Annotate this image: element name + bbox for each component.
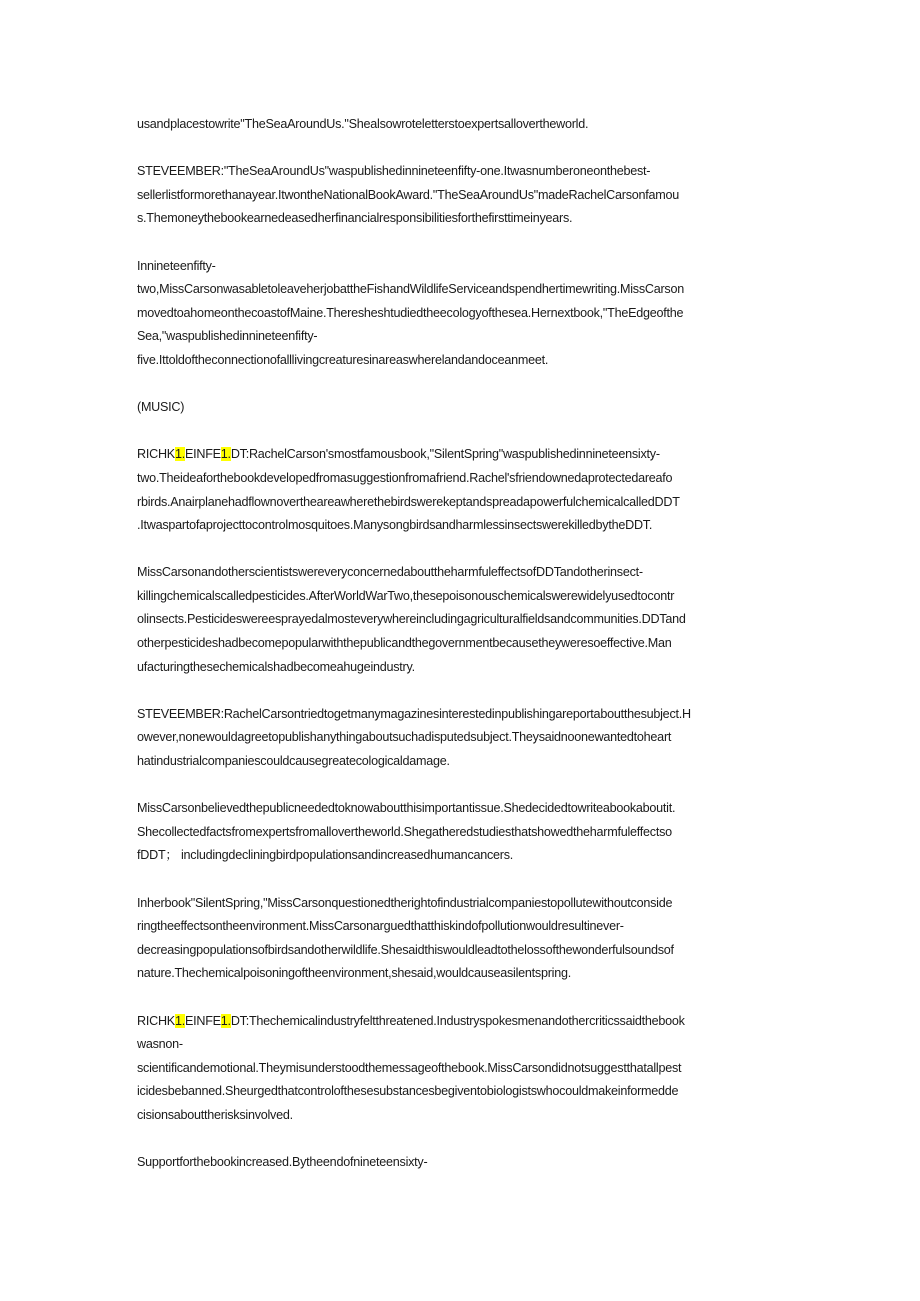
- text-line: sellerlistformorethanayear.ItwontheNationalBookAward."TheSeaAroundUs"madeRachelCarsonfamou: [137, 187, 680, 202]
- text-line: usandplacestowrite"TheSeaAroundUs."Shealsowroteletterstoexpertsallovertheworld.: [137, 117, 589, 131]
- speaker-line: [137, 443, 785, 467]
- text-line: fDDT； includingdecliningbirdpopulationsandincreasedhumancancers.: [137, 848, 514, 863]
- text-line: two,MissCarsonwasabletoleaveherjobattheFishandWildlifeServiceandspendhertimewriting.MissCarson: [137, 282, 684, 297]
- text-line: rbirds.AnairplanehadflownovertheareawherethebirdswerekeptandspreadapowerfulchemicalcalledDDT: [137, 494, 680, 509]
- text-line: owever,nonewouldagreetopublishanythingaboutsuchadisputedsubject.Theysaidnoonewantedtoheart: [137, 730, 672, 745]
- speaker-name-part: EINFE: [184, 1013, 221, 1028]
- text-line: five.Ittoldoftheconnectionofalllivingcreaturesinareaswherelandandoceanmeet.: [137, 352, 549, 367]
- highlighted-text: 1.: [220, 447, 231, 462]
- paragraph: [137, 443, 785, 537]
- text-line: decreasingpopulationsofbirdsandotherwildlife.Shesaidthiswouldleadtothelossofthewonderfulsoundsof: [137, 942, 674, 957]
- paragraph: [137, 255, 785, 373]
- speaker-name-part: RICHK: [137, 1013, 175, 1028]
- text-line: Innineteenfifty-: [137, 258, 216, 273]
- text-line: ringtheeffectsontheenvironment.MissCarsonarguedthatthiskindofpollutionwouldresultinever-: [137, 919, 624, 934]
- text-line: STEVEEMBER:"TheSeaAroundUs"waspublishedinnineteenfifty-one.Itwasnumberoneonthebest-: [137, 164, 651, 179]
- text-line: (MUSIC): [137, 400, 185, 415]
- text-line: two.Theideaforthebookdevelopedfromasuggestionfromafriend.Rachel'sfriendownedaprotectedareafo: [137, 470, 673, 485]
- speaker-name-part: EINFE: [184, 447, 221, 462]
- text-line: Supportforthebookincreased.Bytheendofnineteensixty-: [137, 1155, 428, 1170]
- text-line: icidesbebanned.Sheurgedthatcontrolofthesesubstancesbegiventobiologistswhocouldmakeinformedde: [137, 1084, 679, 1099]
- speaker-line-rest: RachelCarson'smostfamousbook,"SilentSpring"waspublishedinnineteensixty-: [248, 447, 660, 462]
- paragraph: [137, 561, 785, 679]
- text-line: ufacturingthesechemicalshadbecomeahugeindustry.: [137, 659, 415, 674]
- speaker-line: [137, 1010, 785, 1034]
- speaker-name-part: DT:: [230, 1013, 249, 1028]
- document-body: [137, 113, 785, 1198]
- text-line: olinsects.Pesticideswereesprayedalmosteverywhereincludingagriculturalfieldsandcommunities.DDTand: [137, 612, 686, 627]
- paragraph: [137, 1010, 785, 1128]
- speaker-name-part: DT:: [230, 447, 249, 462]
- text-line: wasnon-: [137, 1037, 183, 1052]
- paragraph: [137, 797, 785, 868]
- text-line: movedtoahomeonthecoastofMaine.Theresheshtudiedtheecologyofthesea.Hernextbook,"TheEdgeofthe: [137, 305, 684, 320]
- paragraph: [137, 1151, 785, 1175]
- text-line: nature.Thechemicalpoisoningoftheenvironment,shesaid,wouldcauseasilentspring.: [137, 966, 571, 981]
- speaker-name-part: RICHK: [137, 447, 175, 462]
- paragraph: [137, 160, 785, 231]
- text-line: s.Themoneythebookearnedeasedherfinancialresponsibilitiesforthefirsttimeinyears.: [137, 211, 573, 226]
- text-line: killingchemicalscalledpesticides.AfterWorldWarTwo,thesepoisonouschemicalswerewidelyusedtocontr: [137, 588, 675, 603]
- text-line: Sea,"waspublishedinnineteenfifty-: [137, 329, 318, 344]
- text-line: cisionsabouttherisksinvolved.: [137, 1107, 293, 1122]
- paragraph: [137, 703, 785, 774]
- paragraph: [137, 892, 785, 986]
- text-line: .Itwaspartofaprojecttocontrolmosquitoes.ManysongbirdsandharmlessinsectswerekilledbytheDDT.: [137, 518, 653, 533]
- highlighted-text: 1.: [174, 447, 185, 462]
- text-line: hatindustrialcompaniescouldcausegreatecologicaldamage.: [137, 754, 450, 769]
- paragraph: [137, 113, 785, 137]
- text-line: Inherbook"SilentSpring,"MissCarsonquestionedtherightofindustrialcompaniestopollutewithoutconside: [137, 895, 673, 910]
- text-line: STEVEEMBER:RachelCarsontriedtogetmanymagazinesinterestedinpublishingareportaboutthesubject.H: [137, 706, 691, 721]
- text-line: otherpesticideshadbecomepopularwiththepublicandthegovernmentbecausetheyweresoeffective.Man: [137, 636, 672, 651]
- text-line: MissCarsonandotherscientistswereveryconcernedabouttheharmfuleffectsofDDTandotherinsect-: [137, 565, 643, 580]
- paragraph: [137, 396, 785, 420]
- text-line: Shecollectedfactsfromexpertsfromallovertheworld.Shegatheredstudiesthatshowedtheharmfuleffectso: [137, 824, 672, 839]
- speaker-line-rest: Thechemicalindustryfeltthreatened.Industryspokesmenandothercriticssaidthebook: [248, 1013, 685, 1028]
- text-line: scientificandemotional.Theymisunderstoodthemessageofthebook.MissCarsondidnotsuggestthatallpest: [137, 1060, 682, 1075]
- text-line: MissCarsonbelievedthepublicneededtoknowaboutthisimportantissue.Shedecidedtowriteabookaboutit.: [137, 801, 676, 816]
- highlighted-text: 1.: [220, 1013, 231, 1028]
- highlighted-text: 1.: [174, 1013, 185, 1028]
